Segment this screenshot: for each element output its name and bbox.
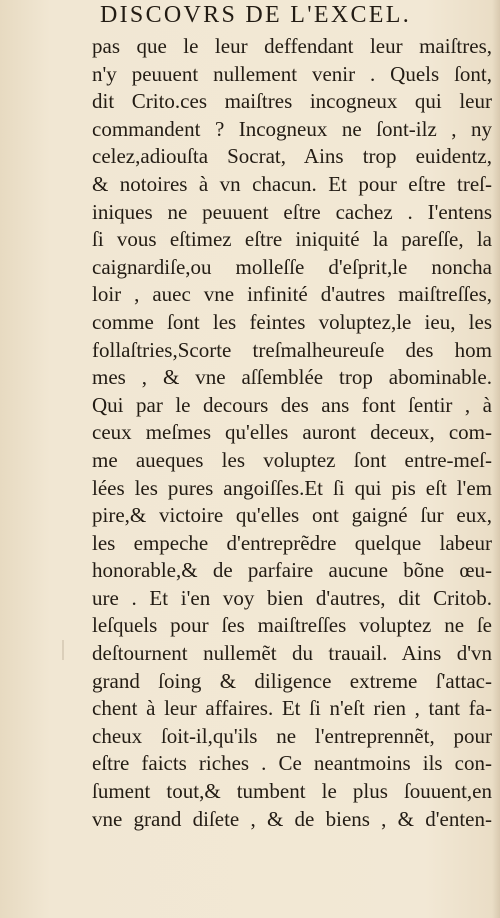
text-line: ure . Et i'en voy bien d'autres, dit Critob. <box>92 585 492 610</box>
text-line: follaſtries,Scorte treſmalheureuſe des hom <box>92 337 492 362</box>
text-line: les empeche d'entreprẽdre quelque labeur <box>92 530 492 555</box>
text-line: pas que le leur deffendant leur maiſtres, <box>92 34 492 58</box>
text-line: leſquels pour ſes maiſtreſſes voluptez ne ſe <box>92 613 492 638</box>
text-line: ſument tout,& tumbent le plus ſouuent,en <box>92 779 492 804</box>
page-edge <box>492 0 500 918</box>
text-line: lées les pures angoiſſes.Et ſi qui pis eſt l'em <box>92 475 492 500</box>
text-line: iniques ne peuuent eſtre cachez . I'entens <box>92 199 492 224</box>
text-line: n'y peuuent nullement venir . Quels ſont, <box>92 61 492 86</box>
body-text <box>92 33 492 833</box>
text-line: ceux meſmes qu'elles auront deceux, com- <box>92 420 492 445</box>
text-line: deſtournent nullemẽt du trauail. Ains d'vn <box>92 641 492 666</box>
running-head: DISCOVRS DE L'EXCEL. <box>100 2 411 28</box>
text-line: Qui par le decours des ans font ſentir , à <box>92 392 492 417</box>
text-line: me aueques les voluptez ſont entre-meſ- <box>92 447 492 472</box>
text-line: dit Crito.ces maiſtres incogneux qui leur <box>92 89 492 114</box>
text-line: chent à leur affaires. Et ſi n'eſt rien , tant fa- <box>92 696 492 721</box>
text-line: honorable,& de parfaire aucune bõne œu- <box>92 558 492 583</box>
text-line: & notoires à vn chacun. Et pour eſtre treſ- <box>92 171 492 196</box>
text-line: grand ſoing & diligence extreme ſ'attac- <box>92 668 492 693</box>
paper-crease <box>62 640 64 660</box>
text-line: loir , auec vne infinité d'autres maiſtreſſes, <box>92 282 492 307</box>
text-line: pire,& victoire qu'elles ont gaigné ſur eux, <box>92 503 492 528</box>
text-line: commandent ? Incogneux ne ſont-ilz , ny <box>92 116 492 141</box>
text-line: cheux ſoit-il,qu'ils ne l'entreprennẽt, pour <box>92 723 492 748</box>
text-line: mes , & vne aſſemblée trop abominable. <box>92 365 492 390</box>
text-line: caignardiſe,ou molleſſe d'eſprit,le noncha <box>92 254 492 279</box>
text-line: eſtre faicts riches . Ce neantmoins ils con- <box>92 751 492 776</box>
text-line: ſi vous eſtimez eſtre iniquité la pareſſe, la <box>92 227 492 252</box>
text-line: celez,adiouſta Socrat, Ains trop euidentz, <box>92 144 492 169</box>
text-line: comme ſont les feintes voluptez,le ieu, les <box>92 309 492 334</box>
text-line: vne grand diſete , & de biens , & d'enten- <box>92 806 492 831</box>
